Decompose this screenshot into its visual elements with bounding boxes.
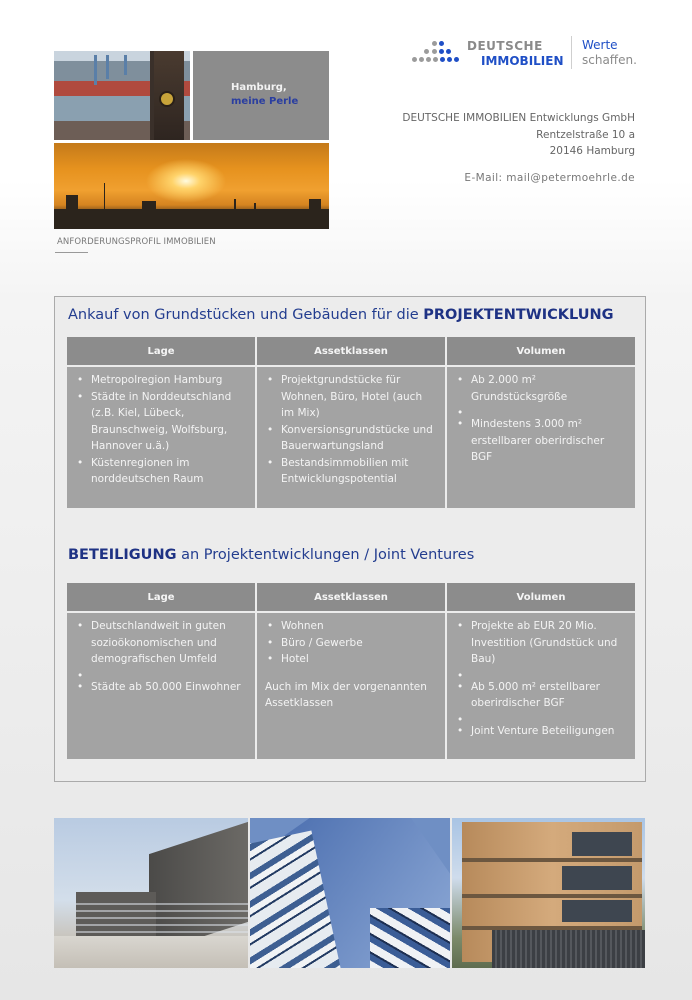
beteiligung-table bbox=[67, 583, 635, 759]
timber-building-photo bbox=[452, 818, 645, 968]
harbor-photo bbox=[54, 51, 190, 140]
section-title-projektentwicklung: Ankauf von Grundstücken und Gebäuden für die PROJEKTENTWICKLUNG bbox=[68, 307, 614, 323]
table-cell-lage bbox=[67, 613, 255, 759]
list-item: • Konversionsgrundstücke und Bauerwartungsland bbox=[265, 422, 437, 455]
crane-silhouette bbox=[254, 203, 256, 229]
clock-icon bbox=[159, 91, 175, 107]
list-item: • Projektgrundstücke für Wohnen, Büro, Hotel (auch im Mix) bbox=[265, 372, 437, 422]
office-building-photo bbox=[54, 818, 248, 968]
skyline-building bbox=[142, 201, 156, 229]
logo-word-deutsche: DEUTSCHE bbox=[467, 39, 543, 53]
company-address bbox=[402, 110, 635, 160]
logo-word-immobilien: IMMOBILIEN bbox=[481, 54, 564, 68]
hero-caption-line1: Hamburg, bbox=[231, 82, 287, 93]
fence-shape bbox=[492, 930, 645, 968]
sunset-photo bbox=[54, 143, 329, 229]
table-cell-lage bbox=[67, 367, 255, 508]
column-header-lage: Lage bbox=[67, 583, 255, 611]
street-address: Rentzelstraße 10 a bbox=[536, 128, 635, 141]
glass-facade-photo bbox=[250, 818, 450, 968]
logo-dots-icon bbox=[410, 38, 470, 68]
company-logo bbox=[410, 36, 660, 76]
table-cell-volumen bbox=[447, 367, 635, 508]
hero-caption-line2: meine Perle bbox=[231, 96, 299, 107]
list-item: • Projekte ab EUR 20 Mio. Investition (Grundstück und Bau) bbox=[455, 618, 627, 668]
list-item: • Joint Venture Beteiligungen bbox=[455, 723, 627, 740]
photo-strip bbox=[54, 818, 645, 968]
section-title-beteiligung: BETEILIGUNG an Projektentwicklungen / Joint Ventures bbox=[68, 547, 475, 563]
crane-shape bbox=[94, 55, 97, 85]
document-label: ANFORDERUNGSPROFIL IMMOBILIEN bbox=[57, 237, 216, 247]
list-item: • Metropolregion Hamburg bbox=[75, 372, 247, 389]
list-item: • Küstenregionen im norddeutschen Raum bbox=[75, 455, 247, 488]
crane-shape bbox=[106, 55, 109, 79]
wind-turbine bbox=[104, 183, 105, 229]
list-item: • Mindestens 3.000 m² erstellbarer oberirdischer BGF bbox=[455, 416, 627, 466]
column-header-volumen: Volumen bbox=[447, 583, 635, 611]
list-item: • Ab 2.000 m² Grundstücksgröße bbox=[455, 372, 627, 405]
email-link[interactable]: E-Mail: mail@petermoehrle.de bbox=[464, 172, 635, 184]
list-item: • Wohnen bbox=[265, 618, 437, 635]
column-header-assetklassen: Assetklassen bbox=[257, 583, 445, 611]
list-item: • Hotel bbox=[265, 651, 437, 668]
crane-silhouette bbox=[234, 199, 236, 229]
logo-claim-line2: schaffen. bbox=[582, 53, 637, 67]
skyline-silhouette bbox=[54, 209, 329, 229]
hero-caption-panel bbox=[193, 51, 329, 140]
column-header-lage: Lage bbox=[67, 337, 255, 365]
projektentwicklung-table bbox=[67, 337, 635, 508]
list-item: • Städte in Norddeutschland (z.B. Kiel, Lübeck, Braunschweig, Wolfsburg, Hannover u.ä.) bbox=[75, 389, 247, 455]
list-item: • Büro / Gewerbe bbox=[265, 635, 437, 652]
column-header-assetklassen: Assetklassen bbox=[257, 337, 445, 365]
list-item: • Städte ab 50.000 Einwohner bbox=[75, 679, 247, 696]
hero-collage bbox=[54, 51, 329, 229]
column-header-volumen: Volumen bbox=[447, 337, 635, 365]
requirements-frame bbox=[54, 296, 646, 782]
city-address: 20146 Hamburg bbox=[549, 145, 635, 157]
crane-shape bbox=[124, 55, 127, 75]
logo-divider bbox=[571, 36, 572, 69]
logo-claim-line1: Werte bbox=[582, 38, 618, 52]
company-name: DEUTSCHE IMMOBILIEN Entwicklungs GmbH bbox=[402, 112, 635, 124]
skyline-building bbox=[309, 199, 321, 229]
assetklassen-note: Auch im Mix der vorgenannten Assetklassen bbox=[265, 680, 427, 709]
skyline-building bbox=[66, 195, 78, 229]
list-item: • Ab 5.000 m² erstellbarer oberirdischer BGF bbox=[455, 679, 627, 712]
table-cell-assetklassen bbox=[257, 613, 445, 759]
list-item: • Bestandsimmobilien mit Entwicklungspotential bbox=[265, 455, 437, 488]
table-cell-assetklassen bbox=[257, 367, 445, 508]
table-cell-volumen bbox=[447, 613, 635, 759]
label-underline bbox=[55, 252, 88, 253]
list-item: • Deutschlandweit in guten sozioökonomischen und demografischen Umfeld bbox=[75, 618, 247, 668]
